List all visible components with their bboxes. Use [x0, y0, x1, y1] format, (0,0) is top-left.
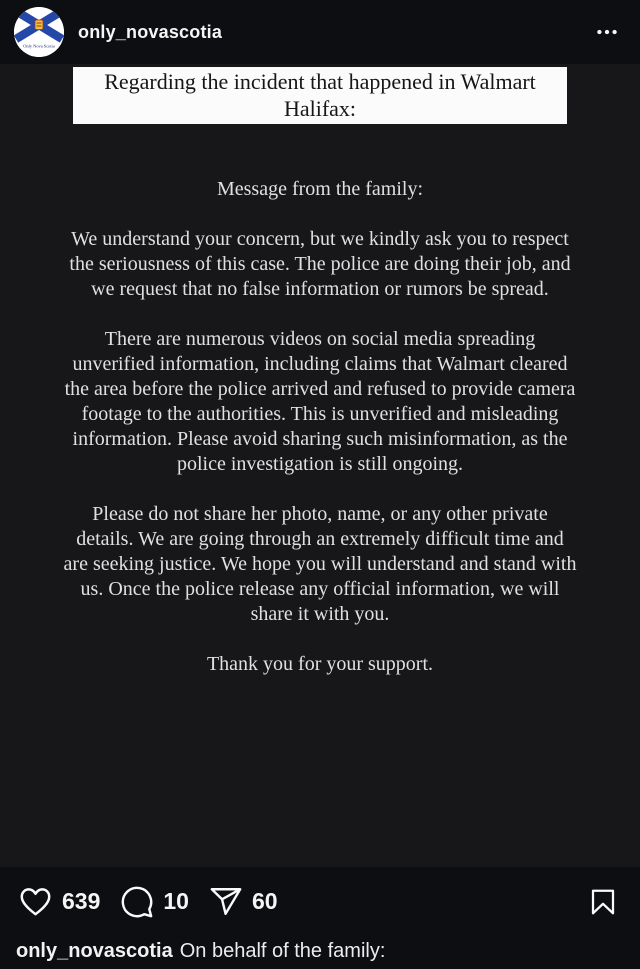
avatar-label: Only Nova Scotia [23, 43, 55, 49]
three-dots-icon [594, 19, 620, 45]
share-button[interactable] [209, 885, 278, 919]
bookmark-icon [588, 887, 618, 917]
image-paragraph: Please do not share her photo, name, or any other private details. We are going through an extremely difficult time and are seeking justice. We hope you will understand and stand with us. Once the police release any official information, we will share it with you. [63, 503, 577, 625]
like-button[interactable] [18, 884, 100, 919]
share-count: 60 [251, 888, 278, 914]
nova-scotia-flag-icon [14, 7, 64, 57]
share-icon [209, 885, 243, 919]
image-paragraph: There are numerous videos on social media spreading unverified information, including claims that Walmart cleared the area before the police arrived and refused to provide camera footage to the authorities. This is unverified and misleading information. Please avoid sharing such misinformation, as the police investigation is still ongoing. [64, 328, 576, 475]
image-paragraph: Message from the family: [216, 178, 424, 200]
more-options-button[interactable] [594, 19, 620, 45]
comment-button[interactable] [120, 885, 189, 919]
like-count: 639 [62, 888, 101, 914]
image-paragraph: Thank you for your support. [206, 653, 434, 675]
post-username[interactable]: only_novascotia [78, 21, 223, 42]
caption-username[interactable]: only_novascotia [16, 940, 173, 962]
post-image[interactable] [0, 64, 640, 867]
image-paragraph: We understand your concern, but we kindly ask you to respect the seriousness of this case. The police are doing their job, and we request that no false information or rumors be spread. [69, 228, 571, 300]
avatar[interactable] [14, 7, 64, 57]
action-bar [0, 867, 640, 930]
image-text-block [63, 177, 577, 677]
heart-icon [18, 884, 53, 919]
caption-text: On behalf of the family: [179, 940, 386, 962]
caption [0, 930, 640, 964]
comment-count: 10 [163, 888, 189, 914]
comment-icon [120, 885, 154, 919]
save-button[interactable] [588, 887, 618, 917]
image-banner: Regarding the incident that happened in Walmart Halifax: [73, 67, 567, 124]
post-header [0, 0, 640, 64]
